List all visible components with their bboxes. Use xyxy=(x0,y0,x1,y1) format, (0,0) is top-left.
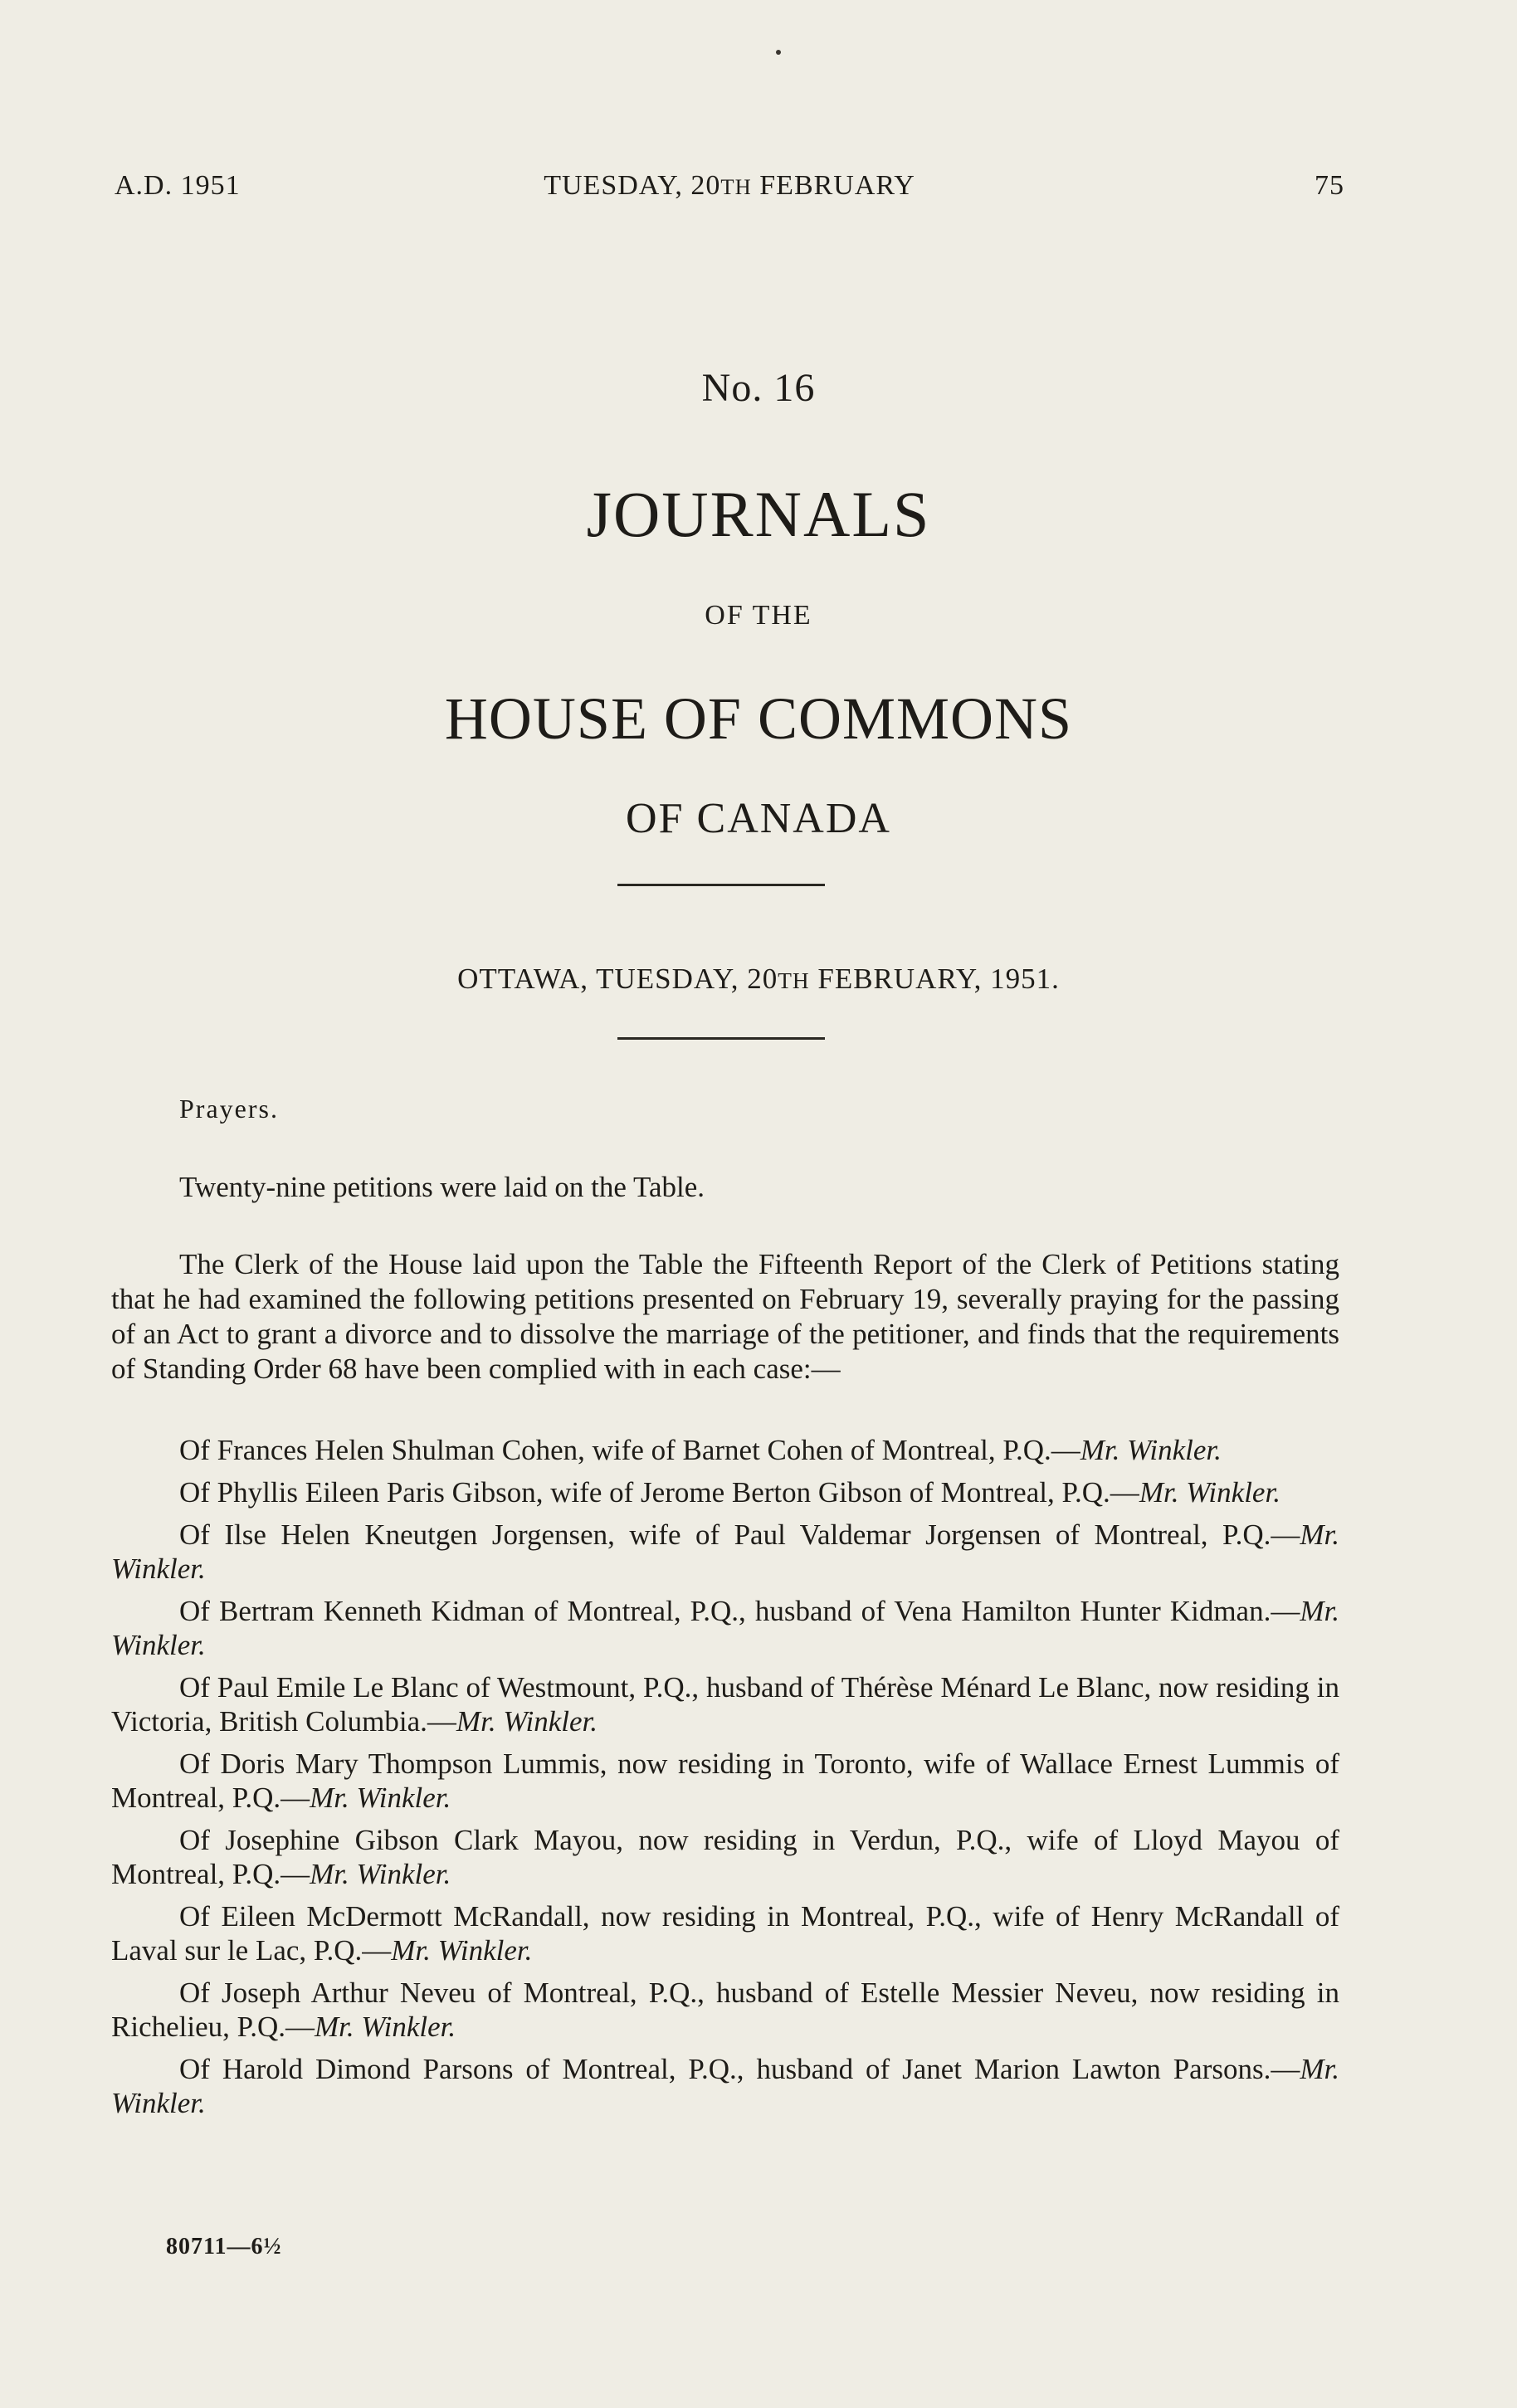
running-head-date-prefix: TUESDAY, 20 xyxy=(544,170,721,201)
running-head-date xyxy=(115,170,1344,202)
petition-item xyxy=(111,1823,1339,1891)
dateline-ordinal: TH xyxy=(778,968,810,993)
clerk-report-text: The Clerk of the House laid upon the Table the Fifteenth Report of the Clerk of Petitions stating that he had examined the following petitions presented on February 19, severally praying for the passing of an Act to grant a divorce and to dissolve the marriage of the petitioner, and finds that the requirements of Standing Order 68 have been complied with in each case:— xyxy=(111,1248,1339,1385)
petition-text: Of Eileen McDermott McRandall, now residing in Montreal, P.Q., wife of Henry McRandall of Laval sur le Lac, P.Q.— xyxy=(111,1900,1339,1967)
petition-text: Of Harold Dimond Parsons of Montreal, P.Q., husband of Janet Marion Lawton Parsons.— xyxy=(179,2053,1300,2085)
petition-text: Of Bertram Kenneth Kidman of Montreal, P.Q., husband of Vena Hamilton Hunter Kidman.— xyxy=(179,1595,1300,1627)
petition-member: Mr. Winkler. xyxy=(310,1782,451,1814)
petition-member: Mr. Winkler. xyxy=(456,1705,598,1738)
petition-text: Of Phyllis Eileen Paris Gibson, wife of Jerome Berton Gibson of Montreal, P.Q.— xyxy=(179,1476,1139,1509)
petition-item xyxy=(111,1747,1339,1815)
petition-member: Mr. Winkler. xyxy=(111,2053,1339,2119)
petition-item xyxy=(111,1518,1339,1586)
petition-item xyxy=(111,2052,1339,2120)
petition-item xyxy=(111,1594,1339,1662)
petition-text: Of Ilse Helen Kneutgen Jorgensen, wife of Paul Valdemar Jorgensen of Montreal, P.Q.— xyxy=(179,1518,1300,1551)
of-canada-subtitle: OF CANADA xyxy=(626,795,891,842)
petitions-laid-text: Twenty-nine petitions were laid on the Table. xyxy=(179,1171,705,1203)
petition-item xyxy=(111,1899,1339,1967)
journals-title: JOURNALS xyxy=(586,478,931,550)
petition-member: Mr. Winkler. xyxy=(391,1934,533,1967)
issue-number: No. 16 xyxy=(701,366,816,410)
divider-rule-top xyxy=(617,884,825,886)
petition-item xyxy=(111,1670,1339,1738)
petition-member: Mr. Winkler. xyxy=(111,1518,1339,1585)
petition-text: Of Frances Helen Shulman Cohen, wife of Barnet Cohen of Montreal, P.Q.— xyxy=(179,1434,1080,1466)
print-code: 80711—6½ xyxy=(166,2234,282,2259)
dateline-suffix: FEBRUARY, 1951. xyxy=(809,963,1060,995)
clerk-report-paragraph xyxy=(111,1247,1339,1387)
petition-member: Mr. Winkler. xyxy=(111,1595,1339,1661)
divider-rule-bottom xyxy=(617,1037,825,1040)
running-head xyxy=(115,170,1344,212)
of-the-subtitle: OF THE xyxy=(705,600,812,631)
running-head-year: A.D. 1951 xyxy=(115,170,241,201)
petition-text: Of Paul Emile Le Blanc of Westmount, P.Q., husband of Thérèse Ménard Le Blanc, now residing in Victoria, British Columbia.— xyxy=(111,1671,1339,1738)
petition-member: Mr. Winkler. xyxy=(1139,1476,1280,1509)
prayers-heading: Prayers. xyxy=(179,1094,279,1124)
dateline-prefix: OTTAWA, TUESDAY, 20 xyxy=(457,963,778,995)
petition-item xyxy=(111,1433,1339,1467)
running-head-date-ordinal: TH xyxy=(720,174,752,199)
page-number: 75 xyxy=(1315,170,1344,201)
ink-speck xyxy=(776,50,781,55)
sitting-dateline xyxy=(0,963,1517,996)
petition-text: Of Josephine Gibson Clark Mayou, now residing in Verdun, P.Q., wife of Lloyd Mayou of Montreal, P.Q.— xyxy=(111,1824,1339,1890)
petition-text: Of Joseph Arthur Neveu of Montreal, P.Q., husband of Estelle Messier Neveu, now residing in Richelieu, P.Q.— xyxy=(111,1977,1339,2043)
petition-member: Mr. Winkler. xyxy=(1080,1434,1222,1466)
petition-text: Of Doris Mary Thompson Lummis, now residing in Toronto, wife of Wallace Ernest Lummis of Montreal, P.Q.— xyxy=(111,1748,1339,1814)
petition-member: Mr. Winkler. xyxy=(314,2011,456,2043)
running-head-date-suffix: FEBRUARY xyxy=(751,170,915,201)
petition-item xyxy=(111,1475,1339,1509)
petition-member: Mr. Winkler. xyxy=(310,1858,451,1890)
house-of-commons-title: HOUSE OF COMMONS xyxy=(444,685,1073,752)
petition-item xyxy=(111,1976,1339,2044)
petitions-laid-paragraph xyxy=(111,1170,1339,1205)
petition-list xyxy=(111,1433,1339,2128)
